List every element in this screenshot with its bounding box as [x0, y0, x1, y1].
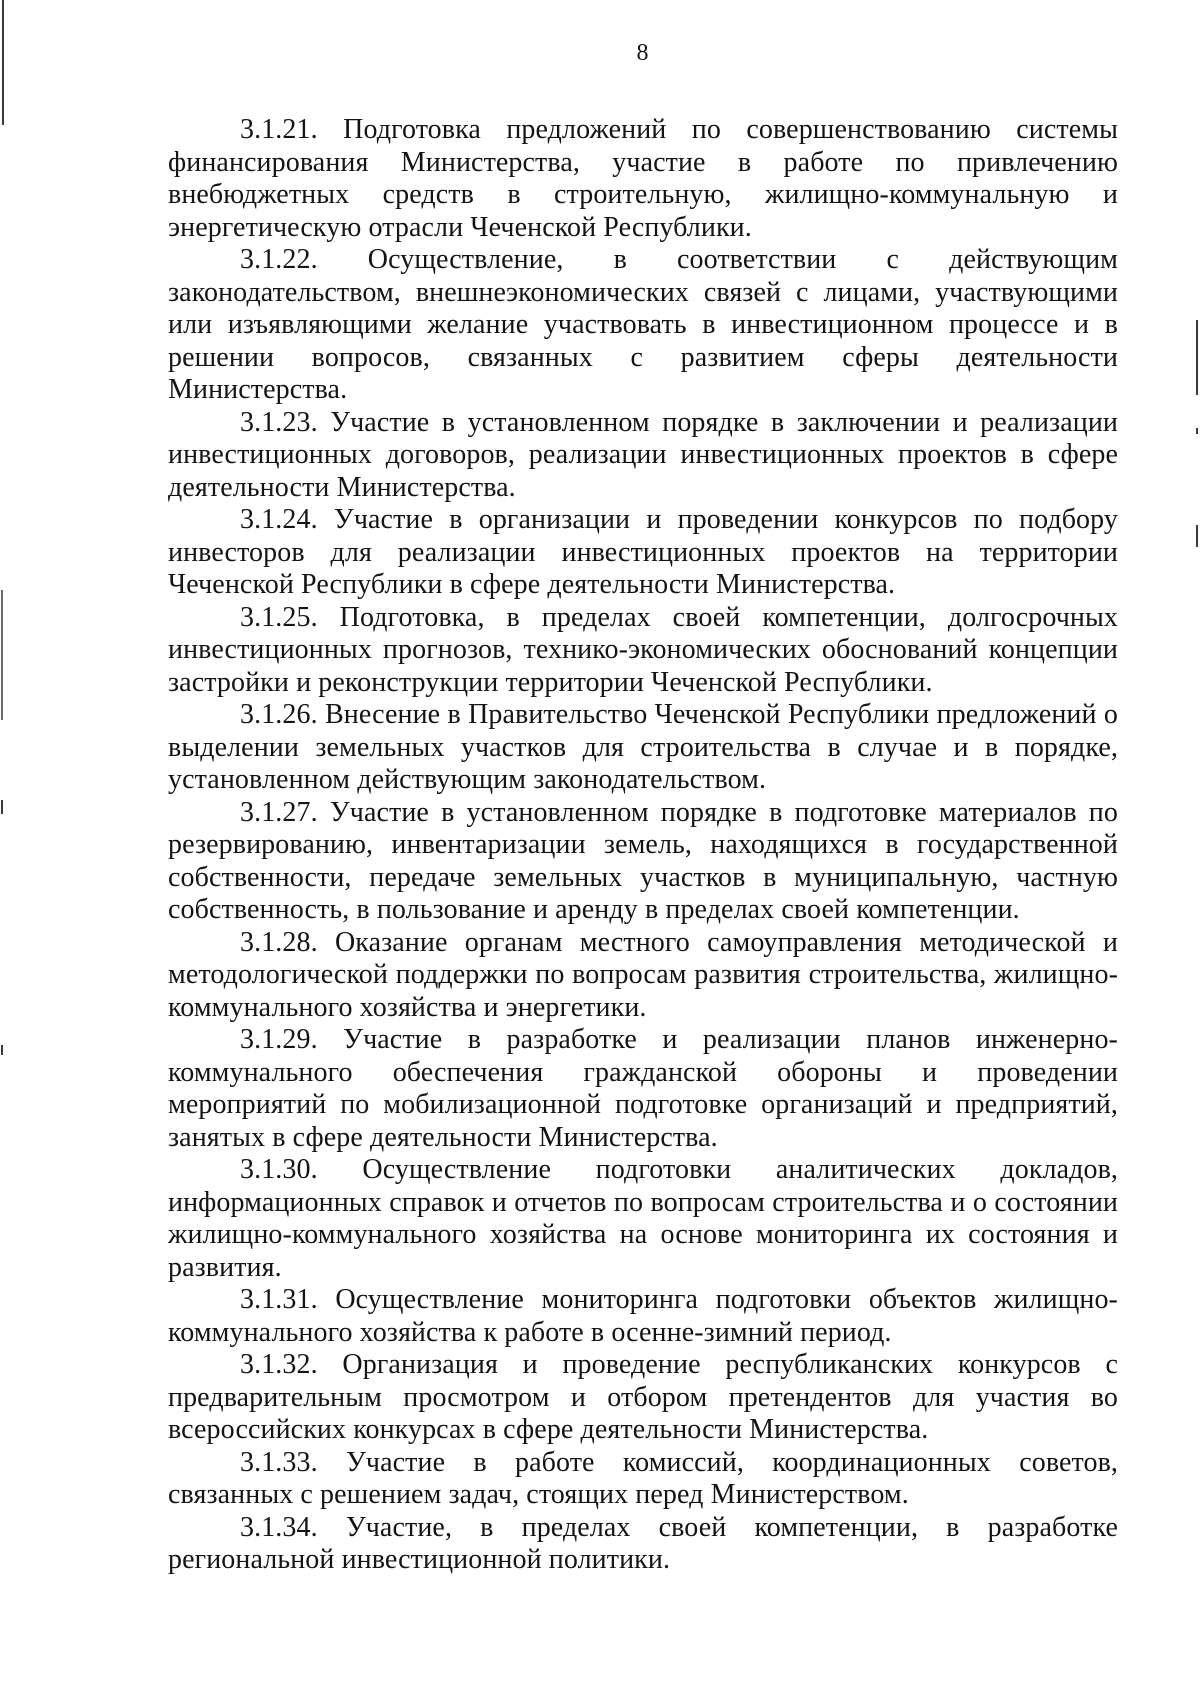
paragraph-text: Участие в организации и проведении конкурсов по подбору инвесторов для реализации инвестиционных проектов на территории Чеченской Республики в сфере деятельности Министерства. — [168, 504, 1118, 600]
paragraph-number: 3.1.29. — [240, 1024, 318, 1055]
paragraph-number: 3.1.21. — [240, 114, 318, 145]
paragraph-3-1-34 — [168, 1512, 1118, 1577]
paragraph-3-1-22 — [168, 244, 1118, 407]
paragraph-3-1-31 — [168, 1284, 1118, 1349]
paragraph-3-1-24 — [168, 504, 1118, 602]
document-body — [168, 114, 1118, 1577]
paragraph-3-1-33 — [168, 1447, 1118, 1512]
scan-edge-mark — [1196, 320, 1198, 395]
paragraph-number: 3.1.31. — [240, 1284, 318, 1315]
paragraph-number: 3.1.25. — [240, 601, 318, 633]
paragraph-3-1-29 — [168, 1024, 1118, 1154]
paragraph-text: Участие в разработке и реализации планов инженерно-коммунального обеспечения гражданской обороны и проведении мероприятий по мобилизационной подготовке организаций и предприятий, занятых в сфере деятельности Министерства. — [168, 1024, 1118, 1153]
paragraph-text: Организация и проведение республиканских конкурсов с предварительным просмотром и отбором претендентов для участия во всероссийских конкурсах в сфере деятельности Министерства. — [168, 1349, 1118, 1445]
paragraph-text: Участие, в пределах своей компетенции, в разработке региональной инвестиционной политики. — [168, 1511, 1118, 1575]
page-number: 8 — [636, 40, 649, 66]
paragraph-number: 3.1.26. — [240, 699, 318, 730]
paragraph-number: 3.1.24. — [240, 504, 318, 535]
paragraph-number: 3.1.30. — [240, 1154, 318, 1185]
paragraph-text: Участие в работе комиссий, координационных советов, связанных с решением задач, стоящих перед Министерством. — [168, 1446, 1118, 1510]
paragraph-number: 3.1.23. — [240, 406, 318, 438]
scan-edge-mark — [1196, 428, 1198, 434]
paragraph-3-1-21 — [168, 114, 1118, 244]
paragraph-text: Подготовка, в пределах своей компетенции, долгосрочных инвестиционных прогнозов, технико-экономических обоснований концепции застройки и реконструкции территории Чеченской Республики. — [168, 601, 1118, 698]
paragraph-3-1-23 — [168, 407, 1118, 505]
scan-edge-mark — [1, 800, 3, 814]
paragraph-3-1-25 — [168, 602, 1118, 700]
paragraph-text: Внесение в Правительство Чеченской Республики предложений о выделении земельных участков для строительства в случае и в порядке, установленном действующим законодательством. — [168, 699, 1118, 795]
paragraph-3-1-30 — [168, 1154, 1118, 1284]
paragraph-text: Подготовка предложений по совершенствованию системы финансирования Министерства, участие в работе по привлечению внебюджетных средств в строительную, жилищно-коммунальную и энергетическую отрасли Чеченской Республики. — [168, 114, 1118, 243]
paragraph-number: 3.1.27. — [240, 796, 318, 828]
paragraph-3-1-28 — [168, 927, 1118, 1025]
paragraph-text: Осуществление мониторинга подготовки объектов жилищно-коммунального хозяйства к работе в осенне-зимний период. — [168, 1284, 1118, 1348]
paragraph-number: 3.1.32. — [240, 1349, 318, 1380]
paragraph-text: Оказание органам местного самоуправления методической и методологической поддержки по вопросам развития строительства, жилищно-коммунального хозяйства и энергетики. — [168, 926, 1118, 1023]
scan-edge-mark — [1196, 525, 1198, 547]
paragraph-number: 3.1.28. — [240, 926, 318, 958]
paragraph-3-1-32 — [168, 1349, 1118, 1447]
paragraph-3-1-27 — [168, 797, 1118, 927]
paragraph-text: Осуществление, в соответствии с действующим законодательством, внешнеэкономических связей с лицами, участвующими или изъявляющими желание участвовать в инвестиционном процессе и в решении вопросов, связанных с развитием сферы деятельности Министерства. — [168, 244, 1118, 405]
paragraph-number: 3.1.34. — [240, 1511, 318, 1543]
paragraph-text: Осуществление подготовки аналитических докладов, информационных справок и отчетов по вопросам строительства и о состоянии жилищно-коммунального хозяйства на основе мониторинга их состояния и развития. — [168, 1154, 1118, 1283]
paragraph-3-1-26 — [168, 699, 1118, 797]
paragraph-text: Участие в установленном порядке в заключении и реализации инвестиционных договоров, реализации инвестиционных проектов в сфере деятельности Министерства. — [168, 406, 1118, 503]
paragraph-number: 3.1.22. — [240, 244, 318, 275]
paragraph-text: Участие в установленном порядке в подготовке материалов по резервированию, инвентаризации земель, находящихся в государственной собственности, передаче земельных участков в муниципальную, частную собственность, в пользование и аренду в пределах своей компетенции. — [168, 796, 1118, 925]
scan-edge-mark — [1, 1045, 3, 1055]
paragraph-number: 3.1.33. — [240, 1446, 318, 1478]
scan-edge-mark — [1, 590, 3, 720]
